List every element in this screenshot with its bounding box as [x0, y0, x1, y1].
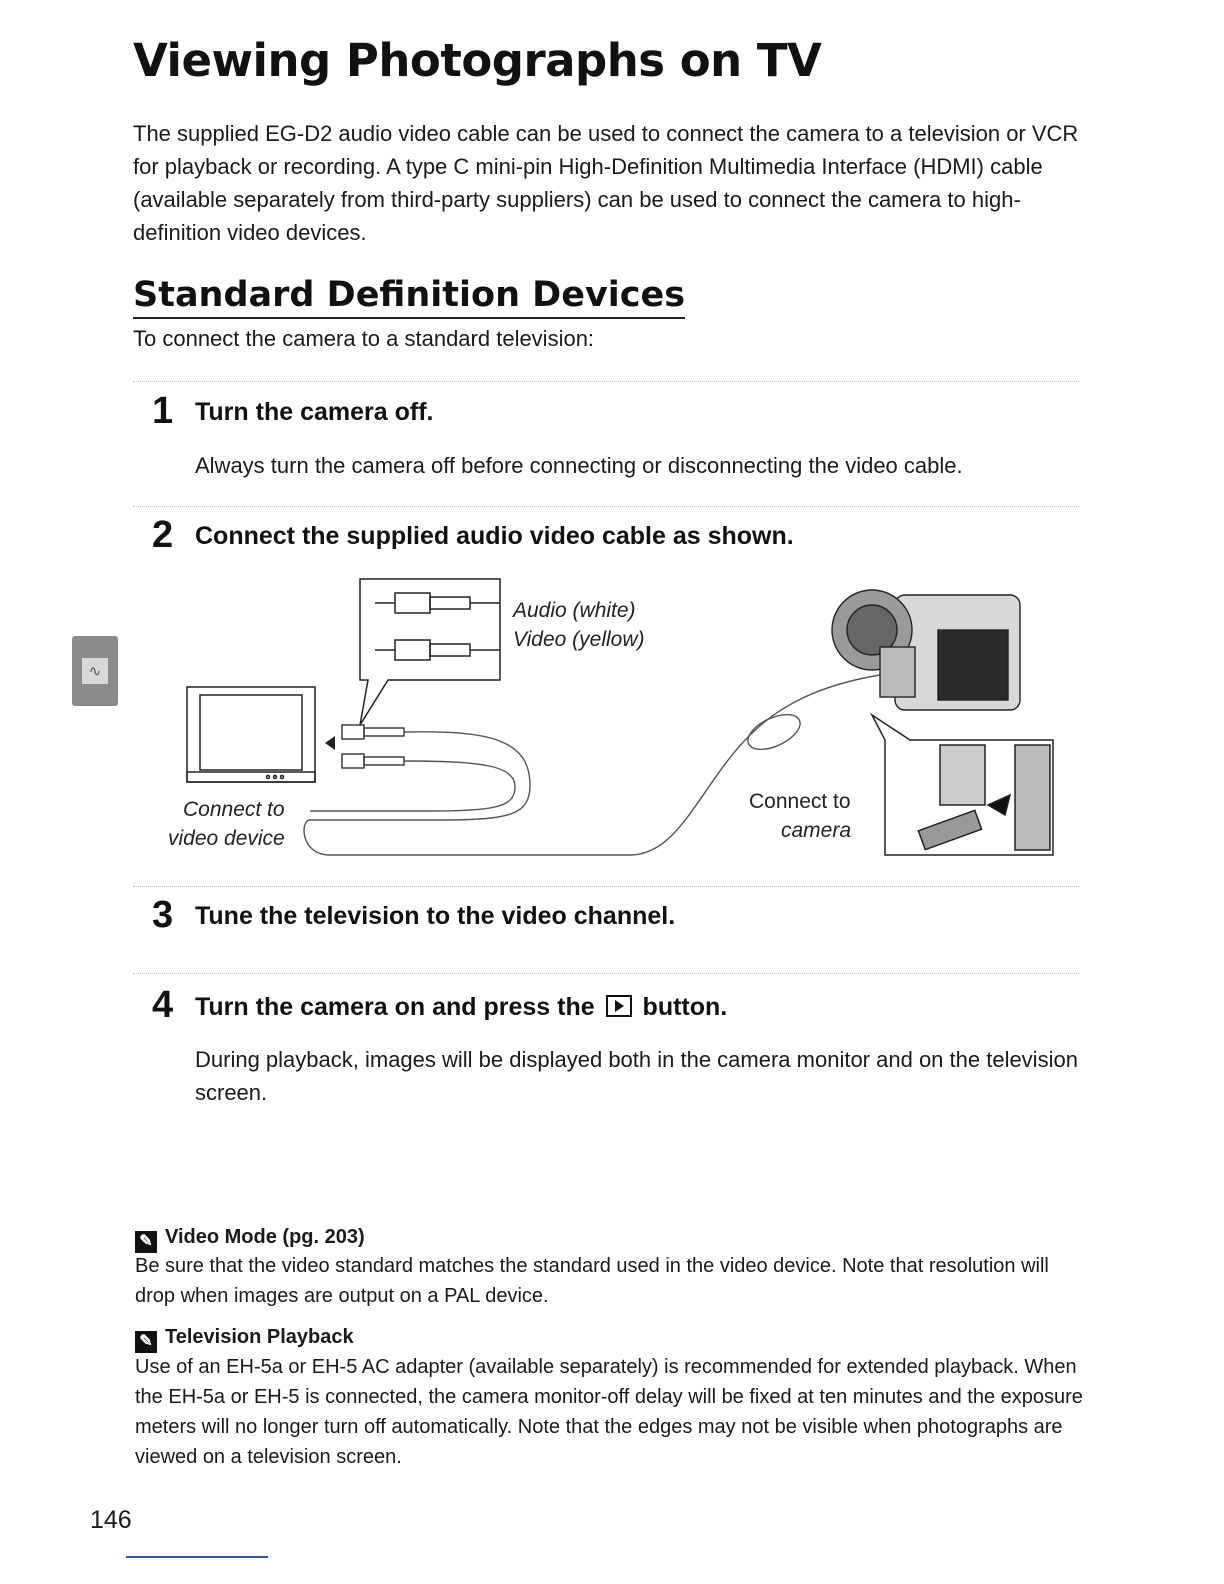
divider	[133, 886, 1079, 887]
note-title	[135, 1226, 365, 1253]
port-inset	[872, 715, 1053, 855]
step-number: 2	[152, 514, 174, 556]
connection-wave-icon: ∿	[82, 658, 108, 684]
television-icon	[187, 687, 315, 782]
intro-paragraph: The supplied EG-D2 audio video cable can be used to connect the camera to a television or VCR for playback or recording. A type C mini-pin High-Definition Multimedia Interface (HDMI) cable (available separately from third-party suppliers) can be used to connect the camera to high-definition video devices.	[133, 121, 1079, 245]
section-title: Standard Definition Devices	[133, 273, 685, 319]
note-title-text: Television Playback	[165, 1326, 354, 1348]
step-number: 1	[152, 390, 174, 432]
step-number: 3	[152, 894, 174, 936]
section-lead: To connect the camera to a standard television:	[133, 326, 595, 351]
plug-callout	[360, 579, 500, 725]
step-number: 4	[152, 984, 174, 1026]
pencil-note-icon: ✎	[135, 1331, 157, 1353]
footer-rule	[126, 1556, 268, 1558]
cable-plugs	[342, 725, 404, 768]
connect-video-label-1: Connect to	[183, 798, 285, 821]
page-title: Viewing Photographs on TV	[133, 34, 822, 87]
audio-label: Audio (white)	[513, 599, 636, 622]
video-label: Video (yellow)	[513, 628, 645, 651]
step-title: Tune the television to the video channel.	[195, 902, 676, 930]
connect-video-label-2: video device	[168, 827, 285, 850]
step-title	[195, 993, 727, 1022]
pencil-note-icon: ✎	[135, 1231, 157, 1253]
connect-camera-label-1: Connect to	[749, 790, 851, 813]
step-title-after: button.	[642, 993, 728, 1021]
side-tab[interactable]	[72, 636, 118, 706]
arrow-icon	[325, 736, 335, 750]
connect-camera-label-2: camera	[781, 819, 852, 842]
step-title: Turn the camera off.	[195, 398, 434, 426]
note-body: Use of an EH-5a or EH-5 AC adapter (available separately) is recommended for extended playback. When the EH-5a or EH-5 is connected, the camera monitor-off delay will be fixed at ten minutes and the exposure meters will no longer turn off automatically. Note that the edges may not be visible when photographs are viewed on a television screen.	[135, 1356, 1083, 1468]
step-body: Always turn the camera off before connecting or disconnecting the video cable.	[195, 453, 963, 478]
step-title: Connect the supplied audio video cable as shown.	[195, 522, 794, 550]
camera-icon	[832, 590, 1020, 710]
note-title	[135, 1326, 354, 1353]
note-body: Be sure that the video standard matches the standard used in the video device. Note that resolution will drop when images are output on a PAL device.	[135, 1255, 1049, 1307]
divider	[133, 381, 1079, 382]
page-number: 146	[90, 1506, 132, 1534]
step-title-before: Turn the camera on and press the	[195, 993, 595, 1021]
divider	[133, 973, 1079, 974]
playback-button-icon	[606, 995, 632, 1017]
divider	[133, 506, 1079, 507]
note-title-text: Video Mode (pg. 203)	[165, 1226, 365, 1248]
step-body: During playback, images will be displayed both in the camera monitor and on the television screen.	[195, 1047, 1078, 1105]
